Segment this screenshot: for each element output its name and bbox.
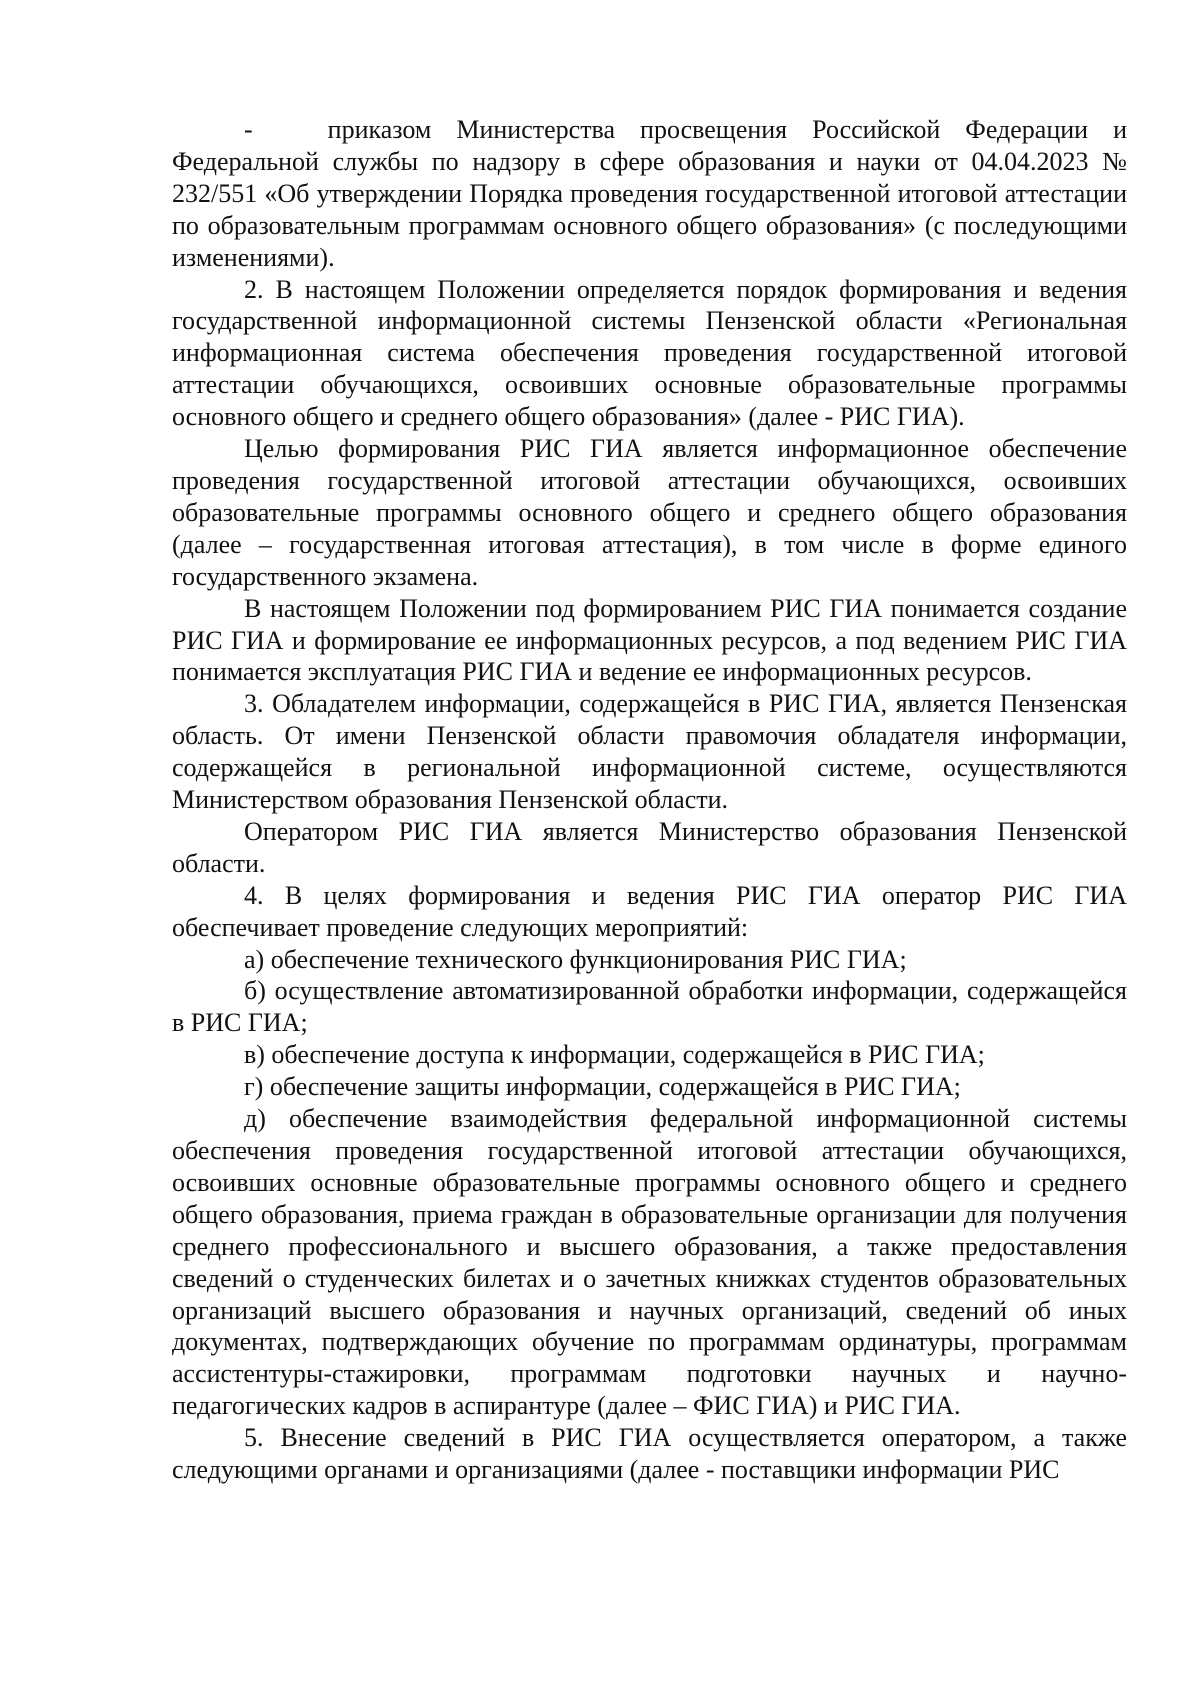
list-item-v: в) обеспечение доступа к информации, содержащейся в РИС ГИА; bbox=[244, 1040, 985, 1070]
paragraph-5-data-entry: 5. Внесение сведений в РИС ГИА осуществляется оператором, а также следующими органами и организациями (далее - поставщики информации РИС bbox=[172, 1423, 1127, 1485]
paragraph-operator: Оператором РИС ГИА является Министерство образования Пензенской области. bbox=[172, 816, 1127, 878]
list-item-a: а) обеспечение технического функционирования РИС ГИА; bbox=[244, 944, 907, 974]
paragraph-3-owner: 3. Обладателем информации, содержащейся в РИС ГИА, является Пензенская область. От имени Пензенской области правомочия обладателя информации, содержащейся в региональной информационной системе, осуществляются Министерством образования Пензенской области. bbox=[172, 689, 1127, 815]
document-body bbox=[172, 114, 1127, 1486]
paragraph-purpose: Целью формирования РИС ГИА является информационное обеспечение проведения государственной итоговой аттестации обучающихся, освоивших образовательные программы основного общего и среднего общего образования (далее – государственная итоговая аттестация), в том числе в форме единого государственного экзамена. bbox=[172, 434, 1127, 591]
list-item-d: д) обеспечение взаимодействия федеральной информационной системы обеспечения проведения государственной итоговой аттестации обучающихся, освоивших основные образовательные программы основного общего и среднего общего образования, приема граждан в образовательные организации для получения среднего профессионального и высшего образования, а также предоставления сведений о студенческих билетах и о зачетных книжках студентов образовательных организаций высшего образования и научных организаций, сведений об иных документах, подтверждающих обучение по программам ординатуры, программам ассистентуры-стажировки, программам подготовки научных и научно-педагогических кадров в аспирантуре (далее – ФИС ГИА) и РИС ГИА. bbox=[172, 1104, 1127, 1421]
paragraph-2-scope: 2. В настоящем Положении определяется порядок формирования и ведения государственной информационной системы Пензенской области «Региональная информационная система обеспечения проведения государственной итоговой аттестации обучающихся, освоивших основные образовательные программы основного общего и среднего общего образования» (далее - РИС ГИА). bbox=[172, 274, 1127, 432]
paragraph-order-reference: - приказом Министерства просвещения Российской Федерации и Федеральной службы по надзору в сфере образования и науки от 04.04.2023 № 232/551 «Об утверждении Порядка проведения государственной итоговой аттестации по образовательным программам основного общего образования» (с последующими изменениями). bbox=[172, 115, 1127, 272]
paragraph-4-measures: 4. В целях формирования и ведения РИС ГИА оператор РИС ГИА обеспечивает проведение следующих мероприятий: bbox=[172, 880, 1127, 942]
list-item-b: б) осуществление автоматизированной обработки информации, содержащейся в РИС ГИА; bbox=[172, 976, 1127, 1038]
paragraph-definitions: В настоящем Положении под формированием РИС ГИА понимается создание РИС ГИА и формирование ее информационных ресурсов, а под ведением РИС ГИА понимается эксплуатация РИС ГИА и ведение ее информационных ресурсов. bbox=[172, 593, 1127, 687]
list-item-g: г) обеспечение защиты информации, содержащейся в РИС ГИА; bbox=[244, 1072, 961, 1102]
